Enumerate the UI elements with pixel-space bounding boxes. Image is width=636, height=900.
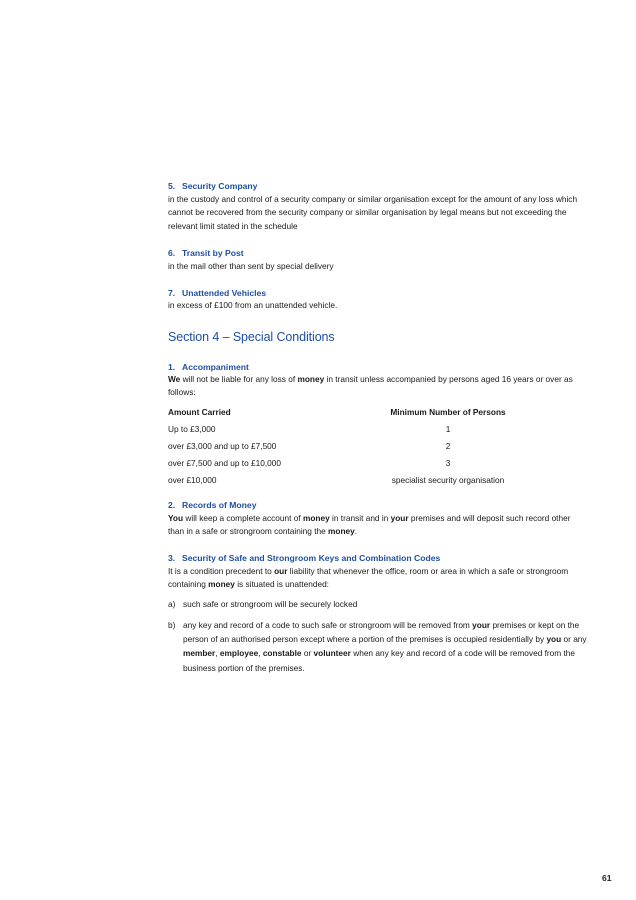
page-number: 61	[602, 873, 612, 883]
text-transit-by-post: in the mail other than sent by special delivery	[168, 261, 334, 271]
cell-amount: over £3,000 and up to £7,500	[168, 441, 277, 451]
table-row	[168, 474, 588, 491]
table-row	[168, 457, 588, 474]
heading-accompaniment: 1. Accompaniment	[168, 362, 249, 372]
list-label: a)	[168, 599, 176, 609]
text-records-of-money: You will keep a complete account of money in transit and in your premises and will deposit such record other than in a safe or strongroom containing the money.	[168, 513, 571, 537]
table-row	[168, 440, 588, 457]
section-title: Section 4 – Special Conditions	[168, 330, 335, 344]
heading-security-of-keys: 3. Security of Safe and Strongroom Keys and Combination Codes	[168, 553, 441, 563]
text-security-company: in the custody and control of a security company or similar organisation except for the amount of any loss which cannot be recovered from the security company or similar organisation by legal means but not exceeding the relevant limit stated in the schedule	[168, 194, 578, 231]
cell-persons: 3	[445, 458, 451, 468]
table-header	[168, 406, 588, 423]
cell-persons: 2	[445, 441, 451, 451]
accompaniment-table	[168, 406, 588, 491]
list-label: b)	[168, 620, 176, 630]
text-unattended-vehicles: in excess of £100 from an unattended vehicle.	[168, 300, 338, 310]
cell-persons: 1	[445, 424, 451, 434]
heading-records-of-money: 2. Records of Money	[168, 500, 257, 510]
heading-transit-by-post: 6. Transit by Post	[168, 248, 244, 258]
heading-security-company: 5. Security Company	[168, 181, 258, 191]
cell-persons: specialist security organisation	[391, 475, 505, 485]
text-accompaniment: We will not be liable for any loss of money in transit unless accompanied by persons aged 16 years or over as follows:	[168, 374, 573, 398]
list-text: any key and record of a code to such safe or strongroom will be removed from your premises or kept on the person of an authorised person except where a portion of the premises is occupied residentially by you or any member, employee, constable or volunteer when any key and record of a code will be removed from the business portion of the premises.	[183, 620, 587, 673]
header-minimum-persons: Minimum Number of Persons	[390, 407, 506, 417]
text-security-of-keys: It is a condition precedent to our liability that whenever the office, room or area in which a safe or strongroom containing money is situated is unattended:	[168, 566, 569, 590]
list-text: such safe or strongroom will be securely locked	[183, 599, 358, 609]
heading-unattended-vehicles: 7. Unattended Vehicles	[168, 288, 267, 298]
header-amount-carried: Amount Carried	[168, 407, 231, 417]
table-row	[168, 423, 588, 440]
cell-amount: over £10,000	[168, 475, 217, 485]
cell-amount: over £7,500 and up to £10,000	[168, 458, 282, 468]
cell-amount: Up to £3,000	[168, 424, 216, 434]
